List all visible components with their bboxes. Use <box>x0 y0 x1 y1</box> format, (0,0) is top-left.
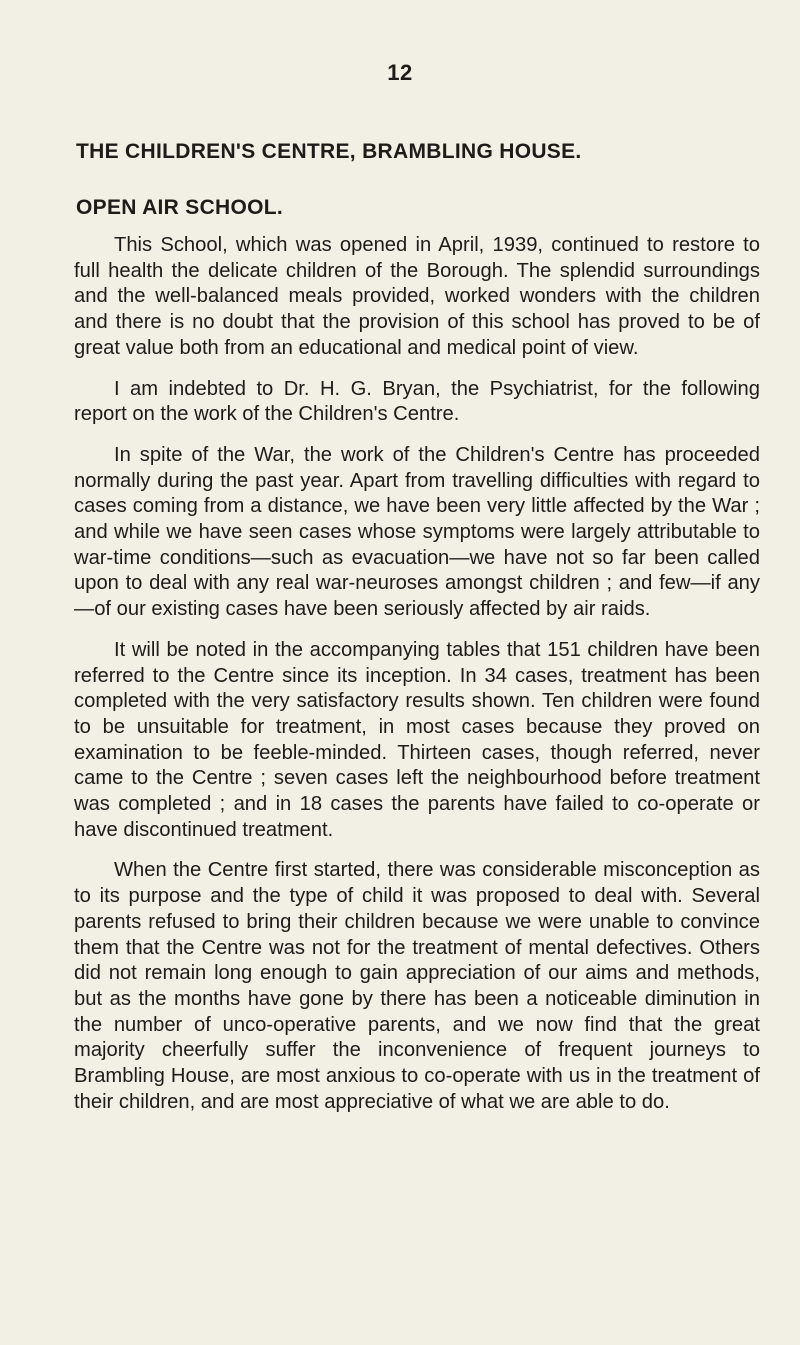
page-number: 12 <box>387 60 413 85</box>
paragraph-open-air-school: This School, which was opened in April, 1939, continued to restore to full health the delicate children of the Borough. The splendid surroundings and the well-balanced meals provided, worked wonders with the children and there is no doubt that the provision of this school has proved to be of great value both from an educational and medical point of view. <box>74 234 760 359</box>
paragraph-acknowledgement: I am indebted to Dr. H. G. Bryan, the Psychiatrist, for the following report on the work of the Children's Centre. <box>74 377 760 426</box>
paragraph-referral-statistics: It will be noted in the accompanying tables that 151 children have been referred to the Centre since its inception. In 34 cases, treatment has been completed with the very satisfactory results shown. Ten children were found to be unsuitable for treatment, in most cases because they proved on examination to be feeble-minded. Thirteen cases, though referred, never came to the Centre ; seven cases left the neighbourhood before treatment was completed ; and in 18 cases the parents have failed to co-operate or have discontinued treatment. <box>74 638 760 841</box>
paragraph-war-effects: In spite of the War, the work of the Children's Centre has proceeded normally during the past year. Apart from travelling difficulties with regard to cases coming from a distance, we have been very little affected by the War ; and while we have seen cases whose symptoms were largely attributable to war-time conditions—such as evacuation—we have not so far been called upon to deal with any real war-neuroses amongst children ; and few—if any—of our existing cases have been seriously affected by air raids. <box>74 443 760 621</box>
section-heading: OPEN AIR SCHOOL. <box>76 196 284 219</box>
page-title: THE CHILDREN'S CENTRE, BRAMBLING HOUSE. <box>76 140 582 163</box>
paragraph-parent-cooperation: When the Centre first started, there was considerable misconception as to its purpose and the type of child it was proposed to deal with. Several parents refused to bring their children because we were unable to convince them that the Centre was not for the treatment of mental defectives. Others did not remain long enough to gain appreciation of our aims and methods, but as the months have gone by there has been a noticeable diminution in the number of unco-operative parents, and we now find that the great majority cheerfully suffer the inconvenience of frequent journeys to Brambling House, are most anxious to co-operate with us in the treatment of their children, and are most appreciative of what we are able to do. <box>74 859 760 1113</box>
body-text <box>74 233 760 1131</box>
